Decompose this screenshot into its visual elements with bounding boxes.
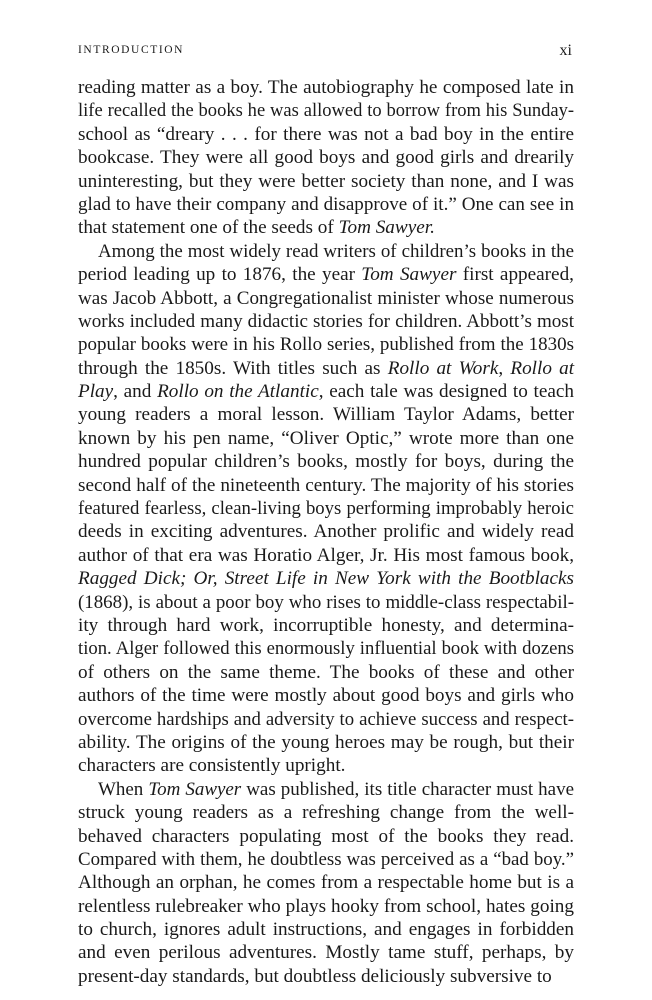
italic-text: Rollo at [510, 357, 575, 379]
text-line [78, 614, 574, 637]
text-line [78, 146, 574, 169]
text-segment: overcome hardships and adversity to achieve success and respect- [78, 708, 574, 730]
text-line [78, 123, 574, 146]
text-segment: first appeared, [456, 264, 574, 286]
text-segment: behaved characters populating most of the books they read. [78, 825, 574, 847]
text-segment: was published, its title character must have [241, 778, 574, 800]
running-title: INTRODUCTION [78, 44, 185, 56]
italic-text: Tom Sawyer. [338, 217, 435, 239]
text-segment: hundred popular children’s books, mostly for boys, during the [78, 451, 574, 473]
text-line [78, 263, 574, 286]
text-line [78, 193, 574, 216]
text-line [78, 895, 574, 918]
text-segment: author of that era was Horatio Alger, Jr. His most famous book, [78, 544, 574, 566]
text-segment: popular books were in his Rollo series, published from the 1830s [78, 334, 574, 356]
text-line [78, 170, 574, 193]
text-line [78, 708, 574, 731]
text-segment: known by his pen name, “Oliver Optic,” wrote more than one [78, 427, 574, 449]
paragraph [78, 778, 574, 989]
text-line [78, 333, 574, 356]
text-line [78, 76, 574, 99]
text-segment: second half of the nineteenth century. The majority of his stories [78, 474, 574, 496]
text-line [78, 778, 574, 801]
text-segment: Compared with them, he doubtless was perceived as a “bad boy.” [78, 848, 574, 870]
text-line [78, 357, 574, 380]
text-segment: ability. The origins of the young heroes may be rough, but their [78, 731, 574, 753]
text-segment: present-day standards, but doubtless deliciously subversive to [78, 965, 552, 987]
text-line [78, 754, 574, 777]
text-segment: reading matter as a boy. The autobiography he composed late in [78, 77, 574, 98]
italic-text: Tom Sawyer [148, 778, 242, 800]
paragraph [78, 240, 574, 778]
text-line [78, 287, 574, 310]
text-segment: (1868), is about a poor boy who rises to middle-class respectabil- [78, 591, 574, 613]
text-segment: works included many didactic stories for children. Abbott’s most [78, 310, 574, 332]
text-segment: tion. Alger followed this enormously influential book with dozens [78, 638, 574, 660]
text-segment: authors of the time were mostly about good boys and girls who [78, 685, 574, 707]
body-text [78, 76, 574, 988]
text-segment: period leading up to 1876, the year [78, 264, 362, 286]
text-line [78, 544, 574, 567]
text-line [78, 240, 574, 263]
italic-text: Ragged Dick; Or, Street Life in New York with the Bootblacks [78, 568, 574, 590]
text-segment: through the 1850s. With titles such as [78, 357, 388, 379]
text-segment: Among the most widely read writers of children’s books in the [98, 240, 574, 262]
text-line [78, 520, 574, 543]
text-segment: and even perilous adventures. Mostly tame stuff, perhaps, by [78, 942, 574, 964]
text-line [78, 661, 574, 684]
text-line [78, 918, 574, 941]
text-line [78, 310, 574, 333]
text-segment: When [98, 778, 149, 800]
italic-text: Play [78, 381, 114, 403]
text-segment: was Jacob Abbott, a Congregationalist minister whose numerous [78, 287, 574, 309]
text-line [78, 474, 574, 497]
text-line [78, 99, 574, 122]
text-line [78, 403, 574, 426]
text-line [78, 427, 574, 450]
italic-text: Rollo on the Atlantic [157, 381, 319, 403]
text-segment: uninteresting, but they were better society than none, and I was [78, 170, 574, 192]
text-line [78, 965, 574, 988]
text-segment: relentless rulebreaker who plays hooky from school, hates going [78, 895, 574, 917]
text-segment: deeds in exciting adventures. Another prolific and widely read [78, 521, 574, 543]
text-line [78, 731, 574, 754]
italic-text: Rollo at Work [387, 357, 499, 379]
text-segment: struck young readers as a refreshing change from the well- [78, 802, 574, 824]
text-line [78, 801, 574, 824]
text-segment: glad to have their company and disapprove of it.” One can see in [78, 193, 574, 215]
text-line [78, 871, 574, 894]
text-line [78, 684, 574, 707]
text-segment: Although an orphan, he comes from a respectable home but is a [78, 872, 574, 894]
text-segment: characters are consistently upright. [78, 755, 346, 777]
text-segment: , and [113, 381, 158, 403]
text-segment: young readers a moral lesson. William Taylor Adams, better [78, 404, 574, 426]
text-line [78, 567, 574, 590]
text-line [78, 637, 574, 660]
text-line [78, 848, 574, 871]
text-segment: school as “dreary . . . for there was not a bad boy in the entire [78, 123, 574, 145]
text-segment: to church, ignores adult instructions, and engages in forbidden [78, 919, 574, 941]
text-line [78, 450, 574, 473]
text-segment: life recalled the books he was allowed to borrow from his Sunday- [78, 100, 574, 122]
page-number: xi [559, 42, 572, 59]
text-line [78, 497, 574, 520]
paragraph [78, 76, 574, 240]
text-segment: , [498, 357, 511, 379]
text-segment: bookcase. They were all good boys and good girls and drearily [78, 147, 574, 169]
text-line [78, 380, 574, 403]
text-segment: of others on the same theme. The books of these and other [78, 661, 574, 683]
text-line [78, 941, 574, 964]
running-head [78, 44, 572, 60]
text-line [78, 591, 574, 614]
text-segment: featured fearless, clean-living boys performing improbably heroic [78, 498, 574, 520]
text-segment: ity through hard work, incorruptible honesty, and determina- [78, 614, 574, 636]
text-line [78, 216, 574, 239]
text-segment: that statement one of the seeds of [78, 217, 339, 239]
italic-text: Tom Sawyer [361, 264, 457, 286]
text-segment: , each tale was designed to teach [318, 381, 574, 403]
text-line [78, 825, 574, 848]
